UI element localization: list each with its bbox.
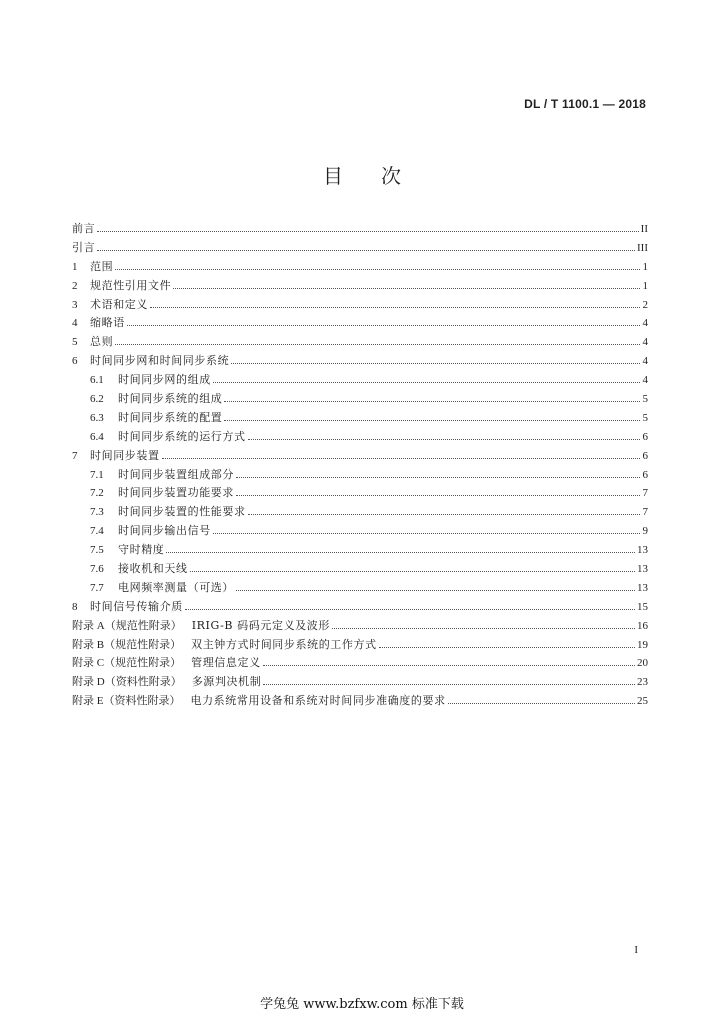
toc-entry[interactable] [72,579,648,598]
toc-entry-page: 20 [637,657,648,670]
toc-entry-number: 2 [72,279,78,292]
toc-entry[interactable] [72,428,648,447]
toc-entry[interactable] [72,522,648,541]
toc-entry[interactable] [72,371,648,390]
toc-entry-label: 多源判决机制 [191,675,262,689]
toc-entry[interactable] [72,541,648,560]
toc-entry-label: 时间同步系统的运行方式 [118,429,246,443]
toc-entry-number: 7.4 [90,525,104,538]
toc-entry[interactable] [72,277,648,296]
toc-entry-label: 时间同步系统的组成 [118,392,223,406]
toc-entry-page: II [640,223,648,235]
toc-entry-number: 7.3 [90,506,104,519]
toc-title: 目次 [323,164,439,188]
toc-leader-dots [224,401,640,402]
toc-leader-dots [115,344,640,345]
toc-leader-dots [332,628,635,629]
toc-entry-page: 23 [637,676,648,689]
toc-entry-page: 9 [642,525,648,538]
toc-entry-page: 15 [637,600,648,613]
toc-leader-dots [97,231,638,232]
toc-entry-page: 4 [642,355,648,368]
toc-entry-number: 3 [72,298,78,311]
toc-entry-label: 双主钟方式时间同步系统的工作方式 [191,637,377,651]
toc-entry-page: 7 [642,506,648,519]
toc-leader-dots [236,590,635,591]
toc-entry[interactable] [72,617,648,636]
toc-entry-number: 6 [72,355,78,368]
toc-entry-label: 时间同步系统的配置 [118,410,223,424]
toc-entry-label: 时间同步装置 [90,448,160,462]
toc-entry-page: 1 [642,279,648,292]
toc-entry[interactable] [72,484,648,503]
toc-leader-dots [97,250,635,251]
toc-entry-page: 16 [637,619,648,632]
toc-leader-dots [263,665,635,666]
toc-entry-label: 引言 [72,240,96,254]
toc-leader-dots [224,420,640,421]
toc-leader-dots [213,382,640,383]
toc-entry-page: 5 [642,411,648,424]
toc-entry[interactable] [72,409,648,428]
toc-entry-page: 7 [642,487,648,500]
toc-leader-dots [150,307,640,308]
footer-watermark: 学兔兔 www.bzfxw.com 标准下载 [260,997,464,1012]
toc-entry-number: 附录 D（资料性附录） [72,676,182,689]
toc-entry-number: 附录 C（规范性附录） [72,657,182,670]
toc-entry-page: 13 [637,544,648,557]
toc-entry-label: 时间信号传输介质 [90,599,183,613]
toc-entry-label: IRIG-B 码码元定义及波形 [191,618,330,632]
toc-entry-number: 8 [72,600,78,613]
toc-entry[interactable] [72,352,648,371]
toc-leader-dots [185,609,635,610]
toc-entry-page: 13 [637,581,648,594]
toc-leader-dots [162,458,640,459]
toc-leader-dots [231,363,640,364]
toc-entry-label: 时间同步装置的性能要求 [118,505,246,519]
toc-entry-label: 电力系统常用设备和系统对时间同步准确度的要求 [190,694,446,708]
toc-entry-page: 4 [642,317,648,330]
toc-entry-number: 6.4 [90,430,104,443]
toc-entry[interactable] [72,673,648,692]
toc-leader-dots [213,533,640,534]
toc-entry-number: 7.6 [90,563,104,576]
toc-entry-label: 接收机和天线 [118,562,188,576]
toc-leader-dots [236,477,640,478]
toc-entry-page: 6 [642,430,648,443]
toc-leader-dots [173,288,640,289]
toc-entry-number: 6.1 [90,374,104,387]
toc-entry-page: III [637,241,648,254]
toc-entry-page: 13 [637,563,648,576]
toc-entry-number: 7.1 [90,468,104,481]
toc-entry-number: 附录 E（资料性附录） [72,695,181,708]
toc-entry-label: 前言 [72,222,96,235]
toc-entry-number: 附录 B（规范性附录） [72,638,182,651]
toc-entry-number: 1 [72,260,78,273]
toc-entry[interactable] [72,258,648,277]
document-code: DL / T 1100.1 — 2018 [524,97,646,111]
toc-entry[interactable] [72,692,648,711]
toc-entry-label: 时间同步网和时间同步系统 [90,354,230,368]
toc-leader-dots [127,325,640,326]
toc-entry[interactable] [72,390,648,409]
toc-entry-page: 4 [642,374,648,387]
toc-entry-page: 1 [642,260,648,273]
toc-leader-dots [448,703,635,704]
toc-entry-number: 7.2 [90,487,104,500]
toc-entry-label: 管理信息定义 [191,656,261,670]
toc-entry[interactable] [72,314,648,333]
toc-entry-number: 5 [72,336,78,349]
toc-entry[interactable] [72,560,648,579]
toc-entry[interactable] [72,466,648,485]
toc-entry-label: 规范性引用文件 [90,278,172,292]
toc-entry-page: 25 [637,695,648,708]
toc-entry[interactable] [72,447,648,466]
toc-entry-label: 时间同步装置功能要求 [118,486,234,500]
toc-entry-number: 附录 A（规范性附录） [72,619,182,632]
toc-entry[interactable] [72,333,648,352]
toc-leader-dots [166,552,635,553]
toc-entry-number: 6.2 [90,393,104,406]
page-number: I [634,944,638,956]
toc-entry-number: 7.7 [90,581,104,594]
toc-entry[interactable] [72,503,648,522]
toc-leader-dots [263,684,635,685]
toc-entry-label: 电网频率测量（可选） [118,580,234,594]
toc-entry-label: 时间同步装置组成部分 [118,467,234,481]
toc-entry[interactable] [72,598,648,617]
toc-entry[interactable] [72,220,648,239]
toc-entry-label: 术语和定义 [90,297,148,311]
toc-leader-dots [190,571,635,572]
toc-leader-dots [236,495,640,496]
toc-entry[interactable] [72,296,648,315]
toc-leader-dots [379,647,635,648]
toc-entry-page: 4 [642,336,648,349]
toc-entry-page: 19 [637,638,648,651]
toc-entry-label: 时间同步网的组成 [118,373,211,387]
toc-entry-label: 守时精度 [118,543,165,557]
toc-entry-label: 范围 [90,259,114,273]
toc-entry-label: 总则 [90,335,114,349]
toc-entry-number: 7.5 [90,544,104,557]
toc-entry-label: 时间同步输出信号 [118,524,211,538]
toc-leader-dots [248,514,640,515]
toc-entry[interactable] [72,636,648,655]
toc-entry-label: 缩略语 [90,316,125,330]
toc-entry[interactable] [72,654,648,673]
toc-entry-page: 2 [642,298,648,311]
toc-entry-number: 4 [72,317,78,330]
toc-leader-dots [115,269,640,270]
toc-entry-number: 6.3 [90,411,104,424]
toc-entry-number: 7 [72,449,78,462]
toc-entry-page: 6 [642,449,648,462]
toc-entry-page: 5 [642,393,648,406]
toc-leader-dots [248,439,640,440]
toc-entry-page: 6 [642,468,648,481]
toc-entry[interactable] [72,239,648,258]
table-of-contents [72,220,648,711]
